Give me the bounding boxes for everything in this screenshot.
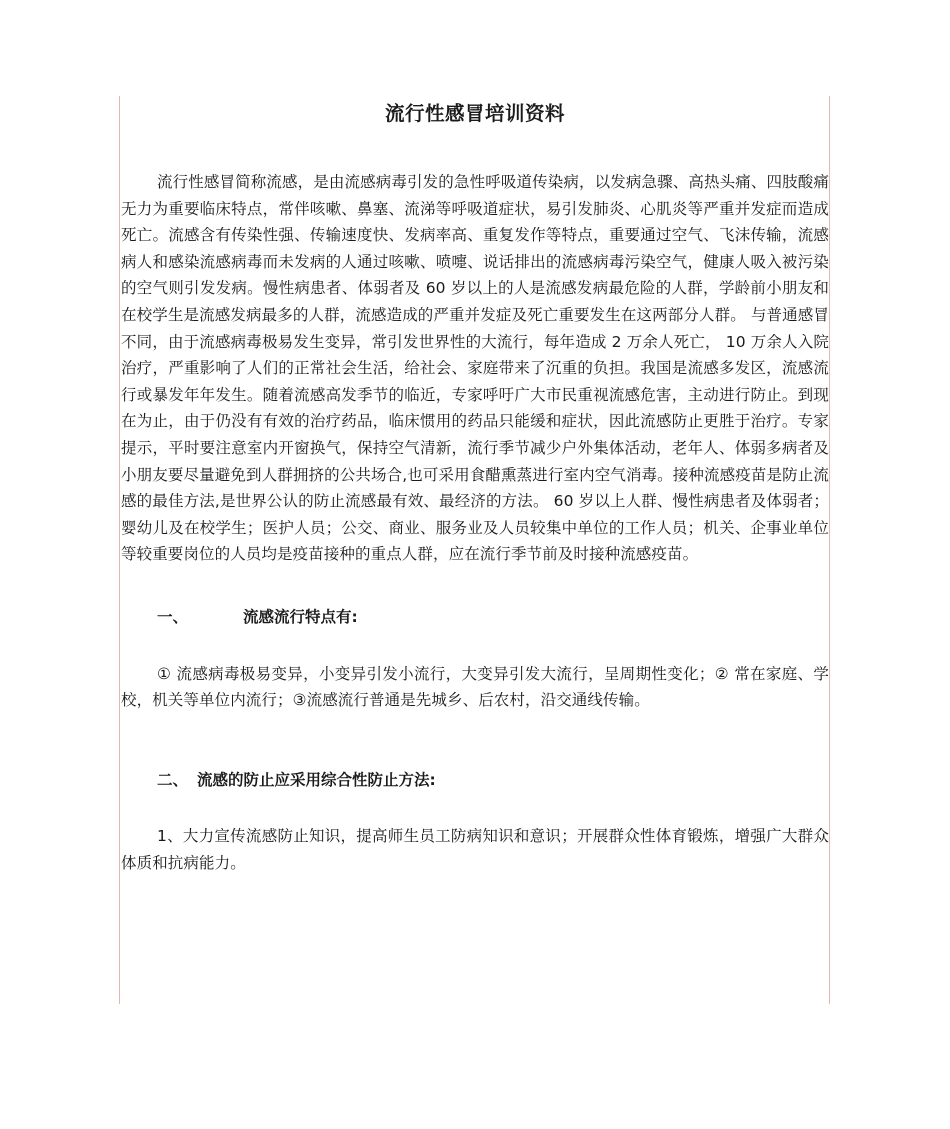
left-margin-line bbox=[119, 96, 120, 1004]
section-1-paragraph: ① 流感病毒极易变异，小变异引发小流行，大变异引发大流行，呈周期性变化；② 常在家庭、学校，机关等单位内流行；③流感流行普通是先城乡、后农村，沿交通线传输。 bbox=[121, 664, 829, 710]
document-body bbox=[121, 98, 829, 876]
section-2-title: 流感的防止应采用综合性防止方法: bbox=[197, 770, 436, 789]
section-2-number: 二、 bbox=[157, 770, 189, 789]
section-2-item-1: 1、大力宣传流感防止知识，提高师生员工防病知识和意识；开展群众性体育锻炼，增强广大群众体质和抗病能力。 bbox=[121, 827, 829, 872]
section-1-title: 流感流行特点有: bbox=[243, 607, 358, 626]
document-title: 流行性感冒培训资料 bbox=[384, 102, 565, 125]
section-2-heading bbox=[121, 767, 829, 794]
intro-paragraph: 流行性感冒简称流感，是由流感病毒引发的急性呼吸道传染病，以发病急骤、高热头痛、四肢酸痛无力为重要临床特点，常伴咳嗽、鼻塞、流涕等呼吸道症状，易引发肺炎、心肌炎等严重并发症而造成死亡。流感含有传染性强、传输速度快、发病率高、重复发作等特点，重要通过空气、飞沫传输，流感病人和感染流感病毒而未发病的人通过咳嗽、喷嚏、说话排出的流感病毒污染空气，健康人吸入被污染的空气则引发发病。慢性病患者、体弱者及 60 岁以上的人是流感发病最危险的人群，学龄前小朋友和在校学生是流感发病最多的人群，流感造成的严重并发症及死亡重要发生在这两部分人群。 与普通感冒不同，由于流感病毒极易发生变异，常引发世界性的大流行，每年造成 2 万余人死亡， 10 万余人入院治疗，严重影响了人们的正常社会生活，给社会、家庭带来了沉重的负担。我国是流感多发区，流感流行或暴发年年发生。随着流感高发季节的临近，专家呼吁广大市民重视流感危害，主动进行防止。到现在为止，由于仍没有有效的治疗药品，临床惯用的药品只能缓和症状，因此流感防止更胜于治疗。专家提示，平时要注意室内开窗换气，保持空气清新，流行季节减少户外集体活动，老年人、体弱多病者及小朋友要尽量避免到人群拥挤的公共场合,也可采用食醋熏蒸进行室内空气消毒。接种流感疫苗是防止流感的最佳方法,是世界公认的防止流感最有效、最经济的方法。 60 岁以上人群、慢性病患者及体弱者；婴幼儿及在校学生；医护人员；公交、商业、服务业及人员较集中单位的工作人员；机关、企事业单位等较重要岗位的人员均是疫苗接种的重点人群，应在流行季节前及时接种流感疫苗。 bbox=[121, 173, 829, 564]
section-1-number: 一、 bbox=[157, 607, 189, 626]
section-1-heading bbox=[121, 604, 829, 631]
right-margin-line bbox=[829, 96, 830, 1004]
